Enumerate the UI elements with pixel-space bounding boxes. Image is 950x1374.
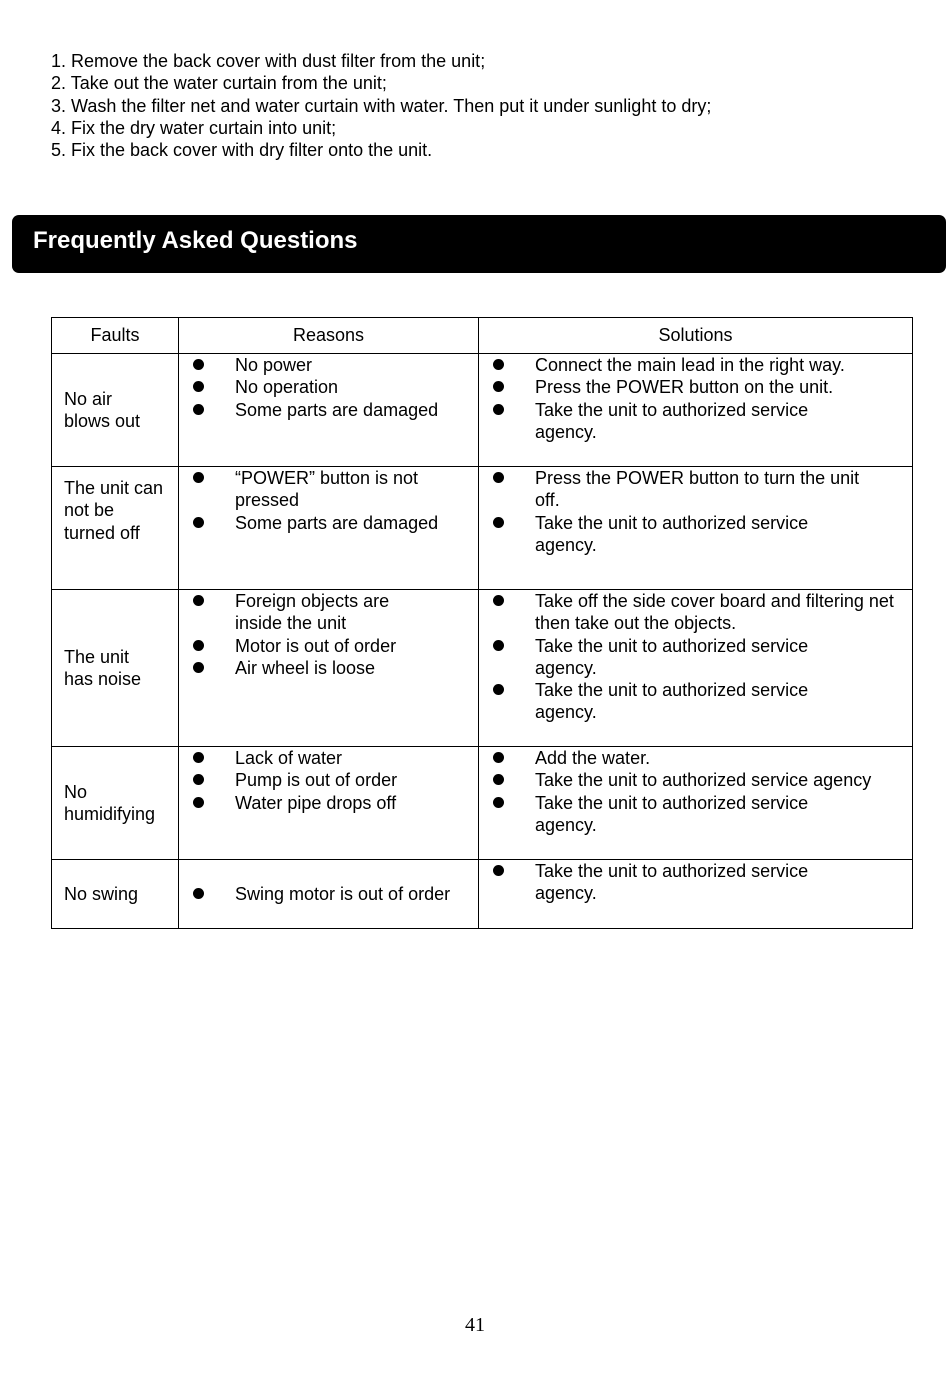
bullet-icon [493,865,504,876]
faq-section-banner [12,215,946,273]
list-item [479,467,912,512]
fault-text: No air blows out [64,388,141,431]
list-item [179,635,478,657]
reason-cell [179,590,479,747]
list-item [179,590,478,635]
solution-cell [479,747,913,860]
list-item [479,860,912,905]
bullet-icon [193,640,204,651]
bullet-icon [493,684,504,695]
fault-cell [52,467,179,590]
table-row [52,590,913,747]
solution-text: Press the POWER button to turn the unit off. [535,468,860,511]
bullet-icon [493,797,504,808]
list-item [179,769,478,791]
solution-text: Take the unit to authorized service agency. [535,792,809,835]
table-row [52,467,913,590]
step-item: 5. Fix the back cover with dry filter onto the unit. [51,140,433,161]
reason-text: Lack of water [235,748,343,768]
list-item [179,883,478,905]
table-row [52,354,913,467]
step-item: 2. Take out the water curtain from the unit; [51,73,387,94]
solution-cell [479,467,913,590]
bullet-icon [193,662,204,673]
list-item [179,376,478,398]
reason-text: Motor is out of order [235,635,397,656]
solution-text: Take the unit to authorized service agency. [535,861,809,904]
fault-cell [52,590,179,747]
reason-text: Some parts are damaged [235,399,439,420]
bullet-icon [193,752,204,763]
fault-text: The unit has noise [64,646,142,689]
fault-cell [52,354,179,467]
reason-text: Air wheel is loose [235,657,376,678]
fault-cell [52,860,179,929]
list-item [479,590,912,635]
fault-text: The unit can not be turned off [64,478,164,543]
reason-text: No power [235,355,313,375]
section-title: Frequently Asked Questions [33,227,358,254]
list-item [179,467,478,512]
list-item [479,354,912,376]
reason-text: Pump is out of order [235,770,398,791]
bullet-icon [193,404,204,415]
table-row [52,747,913,860]
reason-text: No operation [235,377,339,398]
solution-text: Take off the side cover board and filtering net then take out the objects. [535,591,894,634]
solution-cell [479,354,913,467]
bullet-icon [193,595,204,606]
list-item [179,399,478,421]
solution-cell [479,590,913,747]
table-row [52,860,913,929]
list-item [479,376,912,398]
reason-cell [179,747,479,860]
bullet-icon [493,640,504,651]
reason-cell [179,860,479,929]
list-item [179,792,478,814]
header-faults: Faults [52,318,179,354]
bullet-icon [493,359,504,370]
solution-text: Add the water. [535,748,651,768]
solution-text: Take the unit to authorized service agency. [535,635,809,678]
bullet-icon [193,359,204,370]
solution-text: Take the unit to authorized service agency [535,770,872,791]
solution-cell [479,860,913,929]
bullet-icon [193,888,204,899]
step-item: 1. Remove the back cover with dust filter from the unit; [51,51,486,71]
bullet-icon [193,517,204,528]
reason-text: Swing motor is out of order [235,883,451,904]
solution-text: Take the unit to authorized service agency. [535,512,809,555]
list-item [479,679,912,724]
list-item [479,792,912,837]
reason-text: Foreign objects are inside the unit [235,591,390,634]
list-item [479,399,912,444]
reason-text: Some parts are damaged [235,512,439,533]
bullet-icon [493,517,504,528]
bullet-icon [193,774,204,785]
header-solutions: Solutions [479,318,913,354]
bullet-icon [193,797,204,808]
list-item [479,769,912,791]
step-item: 3. Wash the filter net and water curtain with water. Then put it under sunlight to dry; [51,95,712,116]
reason-cell [179,467,479,590]
list-item [179,512,478,534]
fault-text: No swing [64,883,139,904]
reason-text: Water pipe drops off [235,792,397,813]
table-header-row [52,318,913,354]
list-item [179,657,478,679]
list-item [179,354,478,376]
reason-cell [179,354,479,467]
fault-text: No humidifying [64,781,156,824]
list-item [479,747,912,769]
header-reasons: Reasons [179,318,479,354]
solution-text: Take the unit to authorized service agency. [535,399,809,442]
solution-text: Press the POWER button on the unit. [535,377,834,398]
bullet-icon [493,404,504,415]
solution-text: Take the unit to authorized service agency. [535,680,809,723]
faq-table [51,317,913,929]
solution-text: Connect the main lead in the right way. [535,355,845,375]
bullet-icon [193,472,204,483]
bullet-icon [493,752,504,763]
page-number: 41 [465,1314,485,1336]
step-item: 4. Fix the dry water curtain into unit; [51,117,337,138]
bullet-icon [493,381,504,392]
bullet-icon [493,595,504,606]
cleaning-steps-list [51,50,911,161]
bullet-icon [493,472,504,483]
fault-cell [52,747,179,860]
reason-text: “POWER” button is not pressed [235,468,419,511]
list-item [479,635,912,680]
bullet-icon [493,774,504,785]
bullet-icon [193,381,204,392]
list-item [179,747,478,769]
list-item [479,512,912,557]
